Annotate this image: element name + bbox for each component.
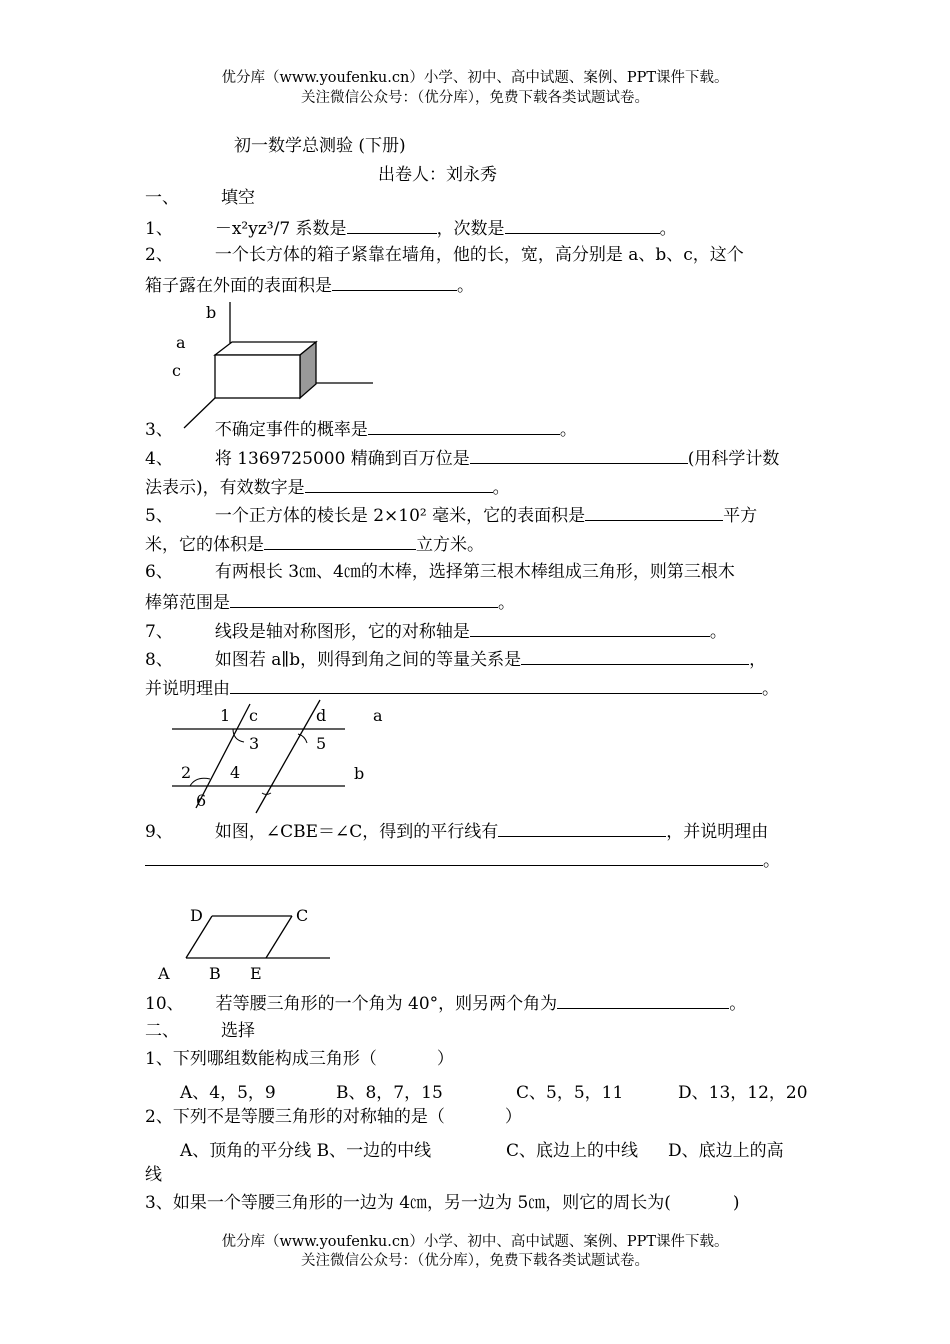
- option-2-1-b[interactable]: B、8，7，15: [336, 1083, 443, 1103]
- question-1-10: 10、 若等腰三角形的一个角为 40°，则另两个角为 。: [145, 994, 747, 1014]
- label-a: a: [176, 333, 186, 352]
- angle-label-1: 1: [220, 706, 231, 725]
- line-label-b: b: [354, 764, 365, 783]
- footer-line-1: 优分库（www.youfenku.cn）小学、初中、高中试题、案例、PPT课件下载。: [221, 1234, 729, 1250]
- line-label-c: c: [249, 706, 258, 725]
- page-title: 初一数学总测验 (下册): [234, 136, 406, 156]
- answer-blank[interactable]: [557, 992, 729, 1009]
- question-1-4: 4、 将 1369725000 精确到百万位是 (用科学计数: [145, 449, 780, 469]
- question-1-8: 8、 如图若 a∥b，则得到角之间的等量关系是 ，: [145, 650, 767, 670]
- angle-label-4: 4: [230, 763, 241, 782]
- question-1-6: 6、 有两根长 3㎝、4㎝的木棒，选择第三根木棒组成三角形，则第三根木: [145, 562, 735, 582]
- angle-label-3: 3: [249, 734, 260, 753]
- point-label-d: D: [190, 906, 203, 925]
- question-1-4-cont: 法表示)，有效数字是 。: [145, 478, 510, 498]
- question-2-3: 3、如果一个等腰三角形的一边为 4㎝，另一边为 5㎝，则它的周长为( ): [145, 1193, 740, 1213]
- question-1-8-cont: 并说明理由 。: [145, 679, 779, 699]
- option-2-2-ab[interactable]: A、顶角的平分线 B、一边的中线: [180, 1141, 432, 1161]
- question-1-6-cont: 棒第范围是 。: [145, 593, 515, 613]
- label-c: c: [172, 361, 181, 380]
- line-label-a: a: [373, 706, 383, 725]
- question-1-2: 2、 一个长方体的箱子紧靠在墙角，他的长，宽，高分别是 a、b、c，这个: [145, 245, 744, 265]
- footer-line-2: 关注微信公众号：（优分库），免费下载各类试题试卷。: [301, 1253, 649, 1269]
- question-1-3: 3、 不确定事件的概率是 。: [145, 420, 577, 440]
- section-2-heading: 二、 选择: [145, 1021, 255, 1041]
- question-1-9: 9、 如图，∠CBE＝∠C，得到的平行线有 ，并说明理由: [145, 822, 769, 842]
- angle-label-2: 2: [181, 763, 192, 782]
- angle-label-5: 5: [316, 734, 327, 753]
- section-1-heading: 一、 填空: [145, 188, 255, 208]
- question-1-9-cont: 。: [145, 849, 780, 871]
- option-2-2-c[interactable]: C、底边上的中线: [506, 1141, 639, 1161]
- angle-label-6: 6: [196, 791, 207, 810]
- point-label-a: A: [158, 964, 170, 983]
- question-1-7: 7、 线段是轴对称图形，它的对称轴是 。: [145, 622, 727, 642]
- point-label-e: E: [250, 964, 262, 983]
- option-2-1-c[interactable]: C、5，5，11: [516, 1083, 624, 1103]
- question-1-1: 1、 －x²yz³/7 系数是 ，次数是 。: [145, 219, 677, 239]
- option-2-2-d[interactable]: D、底边上的高: [668, 1141, 784, 1161]
- option-2-1-a[interactable]: A、4，5，9: [180, 1083, 276, 1103]
- question-1-2-cont: 箱子露在外面的表面积是 。: [145, 276, 474, 296]
- point-label-b: B: [209, 964, 221, 983]
- option-2-1-d[interactable]: D、13，12，20: [678, 1083, 808, 1103]
- header-line-1: 优分库（www.youfenku.cn）小学、初中、高中试题、案例、PPT课件下载。: [221, 70, 729, 86]
- author-line: 出卷人：刘永秀: [378, 165, 497, 185]
- label-b: b: [206, 303, 217, 322]
- header-line-2: 关注微信公众号：（优分库），免费下载各类试题试卷。: [301, 90, 649, 106]
- line-label-d: d: [316, 706, 327, 725]
- question-2-2: 2、下列不是等腰三角形的对称轴的是（ ）: [145, 1107, 522, 1127]
- option-2-2-d-wrap: 线: [145, 1165, 162, 1185]
- question-1-5-cont: 米，它的体积是 立方米。: [145, 535, 484, 555]
- question-1-5: 5、 一个正方体的棱长是 2×10² 毫米，它的表面积是 平方: [145, 506, 758, 526]
- point-label-c: C: [296, 906, 309, 925]
- question-2-1: 1、下列哪组数能构成三角形（ ）: [145, 1049, 454, 1069]
